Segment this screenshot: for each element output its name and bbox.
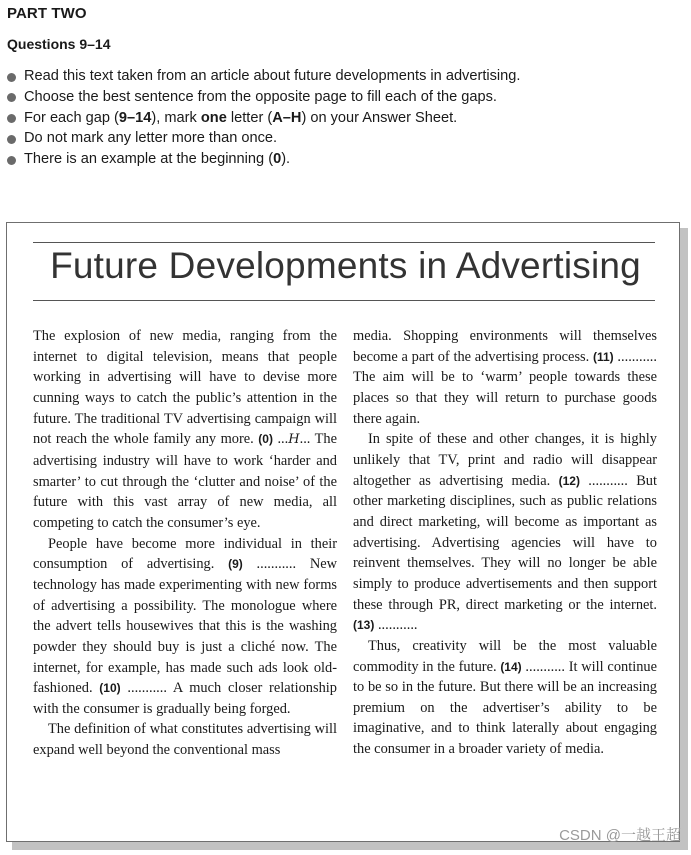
article-paragraph: [353, 326, 657, 429]
article-paragraph: [33, 326, 337, 534]
article-column-right: [353, 326, 657, 760]
text-run: ) on your Answer Sheet.: [301, 109, 458, 126]
article-paragraph: [33, 534, 337, 720]
instruction-item: [6, 108, 520, 129]
instructions-list: [6, 66, 520, 170]
article-title: Future Developments in Advertising: [50, 245, 641, 286]
instruction-item: [6, 149, 520, 170]
article-paragraph: [353, 636, 657, 760]
text-run: Do not mark any letter more than once.: [24, 130, 278, 147]
text-run: There is an example at the beginning (: [24, 151, 274, 168]
gap-number: (9): [228, 557, 243, 572]
bold-text: 9–14: [118, 109, 152, 126]
text-run: For each gap (: [24, 109, 119, 126]
article-paragraph: [353, 429, 657, 636]
watermark: CSDN @一越王超: [559, 827, 681, 844]
instruction-item: [6, 128, 520, 149]
text-run: ........... The aim will be to ‘warm’ people towards these places so that they will return to purchase goods there again.: [353, 348, 657, 427]
text-run: ).: [281, 151, 291, 168]
text-run: The explosion of new media, ranging from the internet to digital television, means that people working in advertising will have to devise more cunning ways to catch the public’s attention in the future. The traditional TV advertising campaign will not reach the whole family any more.: [33, 328, 337, 448]
gap-number: (0): [258, 432, 273, 447]
text-run: letter (: [226, 109, 273, 126]
text-run: The definition of what constitutes advertising will expand well beyond the conventional mass: [33, 721, 337, 759]
article-paragraph: [33, 719, 337, 760]
text-run: media. Shopping environments will themselves become a part of the advertising process.: [353, 328, 657, 365]
text-run: ... The advertising industry will have to work ‘harder and smarter’ to cut through the ‘clutter and noise’ of the future with this vast array of new media, all competing to catch the consumer’s eye.: [33, 431, 337, 531]
text-run: In spite of these and other changes, it is highly unlikely that TV, print and radio will disappear altogether as advertising media.: [353, 431, 657, 489]
text-run: ........... A much closer relationship with the consumer is gradually being forged.: [33, 680, 337, 717]
part-heading: PART TWO: [7, 5, 87, 22]
article-column-left: [33, 326, 337, 761]
text-run: Read this text taken from an article about future developments in advertising.: [24, 68, 521, 84]
text-run: ........... But other marketing disciplines, such as public relations and direct marketing, will become as important as advertising. Advertising agencies will have to reinvent themselves. They will no longer be able simply to produce advertisements and then support these through PR, direct marketing or the internet.: [353, 472, 657, 613]
gap-number: (14): [500, 659, 522, 674]
text-run: Thus, creativity will be the most valuable commodity in the future.: [353, 637, 657, 675]
text-run: ........... It will continue to be so in the future. But there will be an increasing premium on the advertiser’s ability to be imaginative, and to think laterally about engaging the consumer in a broader variety of media.: [353, 658, 657, 758]
instruction-item: [6, 66, 520, 87]
text-run: Choose the best sentence from the opposite page to fill each of the gaps.: [24, 88, 497, 105]
gap-number: (13): [353, 618, 375, 633]
bold-text: A–H: [272, 109, 302, 126]
questions-heading: Questions 9–14: [7, 36, 111, 52]
text-run: People have become more individual in their consumption of advertising.: [33, 535, 337, 573]
bold-text: one: [200, 109, 227, 126]
bold-text: 0: [273, 151, 282, 168]
text-run: ), mark: [151, 109, 201, 126]
text-run: ...: [272, 431, 289, 448]
instruction-item: [6, 87, 520, 108]
text-run: ...........: [374, 617, 418, 634]
text-run: ........... New technology has made experimenting with new forms of advertising a possibility. The monologue where the advert tells housewives that this is the washing powder they should buy is just a cliché now. The internet, for example, has made such ads look old-fashioned.: [33, 556, 337, 697]
title-rule-bottom: [33, 300, 655, 301]
gap-number: (11): [592, 349, 614, 364]
gap-number: (12): [558, 473, 580, 488]
title-rule-top: [33, 242, 655, 243]
gap-number: (10): [99, 681, 121, 696]
handwritten-answer: H: [288, 432, 300, 448]
